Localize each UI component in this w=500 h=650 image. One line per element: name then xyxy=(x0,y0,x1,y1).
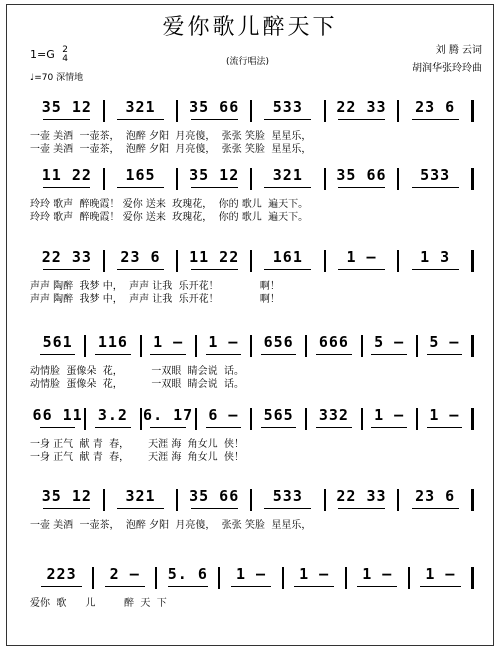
barline xyxy=(471,567,474,589)
beam-underline xyxy=(338,508,385,509)
lyric-line: 玲玲 歌声 醉晚霞！ 爱你 送来 玫瑰花， 你的 歌儿 遍天下。 xyxy=(30,199,309,210)
beam-underline xyxy=(357,586,397,587)
beam-underline xyxy=(338,269,385,270)
measure: 1 – xyxy=(429,406,460,424)
lyric-line: 声声 陶醉 我梦 中， 声声 让我 乐开花！ 啊！ xyxy=(30,294,280,305)
key-signature xyxy=(30,46,68,64)
measure: 22 33 xyxy=(336,98,387,116)
measure: 5 – xyxy=(374,333,405,351)
barline xyxy=(471,489,474,511)
beam-underline xyxy=(338,119,385,120)
beam-underline xyxy=(168,586,208,587)
beam-underline xyxy=(412,508,459,509)
time-signature xyxy=(62,46,68,64)
tempo-marking: ♩=70 深情地 xyxy=(30,73,84,83)
measure: 11 22 xyxy=(189,248,240,266)
credits xyxy=(412,42,482,78)
lyric-line: 一壶 美酒 一壶茶， 泡醉 夕阳 月亮傻， 张张 笑脸 星星乐， xyxy=(30,144,312,155)
beam-underline xyxy=(95,427,130,428)
beam-underline xyxy=(150,427,185,428)
barline xyxy=(471,100,474,122)
measure: 35 66 xyxy=(336,166,387,184)
beam-underline xyxy=(338,187,385,188)
measure: 23 6 xyxy=(415,487,456,505)
beam-underline xyxy=(427,427,462,428)
beam-underline xyxy=(105,586,145,587)
beam-underline xyxy=(264,119,311,120)
beam-underline xyxy=(191,119,238,120)
measure: 6 – xyxy=(208,406,239,424)
measure: 533 xyxy=(272,98,303,116)
key-label: 1=G xyxy=(30,48,55,61)
time-denominator: 4 xyxy=(62,54,68,64)
beam-underline xyxy=(40,354,75,355)
measure: 656 xyxy=(263,333,294,351)
beam-underline xyxy=(191,187,238,188)
measure: 116 xyxy=(97,333,128,351)
barline xyxy=(471,335,474,357)
beam-underline xyxy=(371,354,406,355)
beam-underline xyxy=(95,354,130,355)
beam-underline xyxy=(261,354,296,355)
beam-underline xyxy=(264,508,311,509)
beam-underline xyxy=(41,586,81,587)
measure: 161 xyxy=(272,248,303,266)
measure: 1 3 xyxy=(420,248,451,266)
beam-underline xyxy=(117,119,164,120)
measure: 2 – xyxy=(109,565,140,583)
measure: 1 – xyxy=(208,333,239,351)
measure: 11 22 xyxy=(41,166,92,184)
song-title: 爱你歌儿醉天下 xyxy=(162,15,338,40)
measure: 35 12 xyxy=(41,487,92,505)
beam-underline xyxy=(150,354,185,355)
measure: 1 – xyxy=(153,333,184,351)
beam-underline xyxy=(412,269,459,270)
lyric-line: 动情脸 蛋像朵 花， 一双眼 睛会说 话。 xyxy=(30,366,245,377)
measure: 1 – xyxy=(374,406,405,424)
lyric-line: 一壶 美酒 一壶茶， 泡醉 夕阳 月亮傻， 张张 笑脸 星星乐， xyxy=(30,131,312,142)
measure: 1 – xyxy=(346,248,377,266)
lyric-line: 动情脸 蛋像朵 花， 一双眼 睛会说 话。 xyxy=(30,379,245,390)
beam-underline xyxy=(206,427,241,428)
beam-underline xyxy=(117,508,164,509)
barline xyxy=(471,250,474,272)
style-note: (流行唱法) xyxy=(226,57,270,67)
composer: 胡润华张玲玲曲 xyxy=(412,63,482,74)
lyricist: 刘 腾 云词 xyxy=(435,45,482,56)
lyric-line: 一身 正气 献 青 春， 天涯 海 角女儿 侠！ xyxy=(30,439,245,450)
measure: 3.2 xyxy=(97,406,128,424)
beam-underline xyxy=(412,187,459,188)
beam-underline xyxy=(264,187,311,188)
measure: 321 xyxy=(272,166,303,184)
measure: 321 xyxy=(125,98,156,116)
measure: 35 12 xyxy=(189,166,240,184)
barline xyxy=(471,168,474,190)
measure: 666 xyxy=(318,333,349,351)
barline xyxy=(471,408,474,430)
lyric-line: 爱你 歌 儿 醉 天 下 xyxy=(30,598,167,609)
lyric-line: 声声 陶醉 我梦 中， 声声 让我 乐开花！ 啊！ xyxy=(30,281,280,292)
measure: 1 – xyxy=(235,565,267,583)
measure: 35 12 xyxy=(41,98,92,116)
beam-underline xyxy=(206,354,241,355)
measure: 22 33 xyxy=(41,248,92,266)
measure: 23 6 xyxy=(120,248,161,266)
measure: 533 xyxy=(420,166,451,184)
beam-underline xyxy=(412,119,459,120)
measure: 5 – xyxy=(429,333,460,351)
beam-underline xyxy=(261,427,296,428)
measure: 1 – xyxy=(425,565,456,583)
beam-underline xyxy=(117,187,164,188)
beam-underline xyxy=(117,269,164,270)
lyric-line: 玲玲 歌声 醉晚霞！ 爱你 送来 玫瑰花， 你的 歌儿 遍天下。 xyxy=(30,212,309,223)
beam-underline xyxy=(294,586,334,587)
measure: 35 66 xyxy=(189,487,240,505)
measure: 1 – xyxy=(362,565,393,583)
measure: 22 33 xyxy=(336,487,387,505)
lyric-line: 一壶 美酒 一壶茶， 泡醉 夕阳 月亮傻， 张张 笑脸 星星乐， xyxy=(30,520,312,531)
beam-underline xyxy=(43,508,90,509)
beam-underline xyxy=(316,427,351,428)
measure: 165 xyxy=(125,166,156,184)
beam-underline xyxy=(316,354,351,355)
beam-underline xyxy=(264,269,311,270)
measure: 321 xyxy=(125,487,156,505)
measure: 1 – xyxy=(299,565,330,583)
measure: 332 xyxy=(318,406,349,424)
measure: 565 xyxy=(263,406,294,424)
measure: 23 6 xyxy=(415,98,456,116)
beam-underline xyxy=(43,119,90,120)
beam-underline xyxy=(420,586,460,587)
beam-underline xyxy=(43,269,90,270)
lyric-line: 一身 正气 献 青 春， 天涯 海 角女儿 侠！ xyxy=(30,452,245,463)
beam-underline xyxy=(427,354,462,355)
beam-underline xyxy=(231,586,271,587)
measure: 35 66 xyxy=(189,98,240,116)
beam-underline xyxy=(191,508,238,509)
beam-underline xyxy=(43,187,90,188)
measure: 223 xyxy=(46,565,77,583)
beam-underline xyxy=(40,427,75,428)
measure: 5. 6 xyxy=(167,565,208,583)
measure: 6. 17 xyxy=(143,406,194,424)
measure: 533 xyxy=(272,487,303,505)
beam-underline xyxy=(191,269,238,270)
beam-underline xyxy=(371,427,406,428)
measure: 561 xyxy=(42,333,73,351)
time-numerator: 2 xyxy=(62,45,68,55)
measure: 66 11 xyxy=(32,406,83,424)
